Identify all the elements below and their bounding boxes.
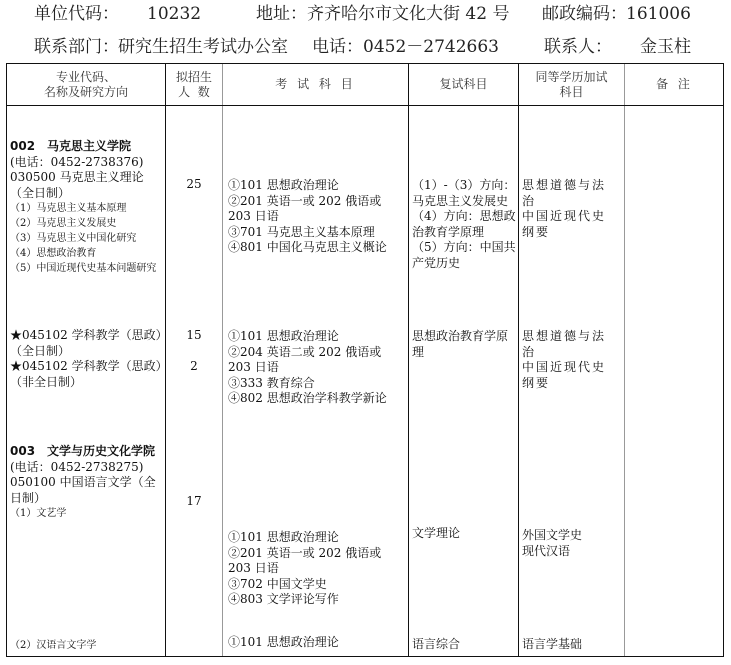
exam-subject: ④803 文学评论写作 <box>228 592 339 606</box>
major-name: 050100 中国语言文学（全日制） <box>10 475 156 505</box>
equivalent-subject: 中国近现代史纲要 <box>522 209 607 239</box>
direction-item: （3）马克思主义中国化研究 <box>10 233 137 244</box>
address: 齐齐哈尔市文化大街 42 号 <box>307 4 510 24</box>
exam-subject: ④802 思想政治学科教学新论 <box>228 391 387 405</box>
college-003-block <box>10 444 162 521</box>
retest-subjects-list <box>412 329 516 360</box>
direction-item: （5）中国近现代史基本问题研究 <box>10 263 157 274</box>
retest-subject: 文学理论 <box>412 526 461 540</box>
exam-subject: ①101 思想政治理论 <box>228 329 339 343</box>
column-divider <box>408 64 409 656</box>
column-header-exam-subjects <box>223 64 408 105</box>
retest-subject: （4）方向：思想政治教育学原理 <box>412 209 516 239</box>
direction-item: （1）文艺学 <box>10 508 67 519</box>
exam-subject: ③701 马克思主义基本原理 <box>228 224 375 239</box>
enrollment-count: 2 <box>190 359 198 373</box>
exam-subjects-list <box>228 635 404 651</box>
equivalent-subject: 现代汉语 <box>522 543 571 558</box>
retest-subjects-list <box>412 526 516 542</box>
column-header-remarks <box>625 64 724 105</box>
column-header-equivalent <box>519 64 624 105</box>
phone-label: 电话： <box>312 37 363 57</box>
unit-code-label: 单位代码： <box>34 4 119 24</box>
direction-item: （2）汉语言文字学 <box>10 640 97 651</box>
column-divider <box>624 64 625 656</box>
college-title: 002 马克思主义学院 <box>10 139 132 153</box>
header-text: 拟招生 <box>175 69 212 84</box>
retest-subject: （5）方向：中国共产党历史 <box>412 240 516 270</box>
exam-subject: ①101 思想政治理论 <box>228 635 339 649</box>
exam-subject: ②201 英语一或 202 俄语或 203 日语 <box>228 545 386 575</box>
exam-subject: ④801 中国化马克思主义概论 <box>228 240 387 254</box>
major-name: 030500 马克思主义理论（全日制） <box>10 170 144 200</box>
exam-subjects-list <box>228 178 404 256</box>
exam-subject: ②201 英语一或 202 俄语或 203 日语 <box>228 193 386 223</box>
column-divider <box>518 64 519 656</box>
equivalent-subjects-list <box>522 329 618 391</box>
address-label: 地址： <box>256 4 307 24</box>
retest-subject: （1）-（3）方向：马克思主义发展史 <box>412 178 516 208</box>
exam-subject: ①101 思想政治理论 <box>228 178 339 192</box>
equivalent-subjects-list <box>522 178 618 240</box>
direction-item: （4）思想政治教育 <box>10 248 97 259</box>
dept-label: 联系部门： <box>34 37 119 57</box>
equivalent-subject: 语言学基础 <box>522 637 583 651</box>
equivalent-subject: 中国近现代史纲要 <box>522 360 607 390</box>
column-header-enrollment <box>166 64 222 105</box>
exam-subject: ③333 教育综合 <box>228 375 315 390</box>
direction-item: （1）马克思主义基本原理 <box>10 203 127 214</box>
column-divider <box>222 64 223 656</box>
college-phone: (电话：0452-2738275) <box>10 459 144 474</box>
postal-code-label: 邮政编码： <box>542 4 627 24</box>
exam-subject: ①101 思想政治理论 <box>228 530 339 544</box>
exam-subject: ②204 英语二或 202 俄语或 203 日语 <box>228 344 386 374</box>
admissions-table <box>6 63 724 657</box>
header-text: 人 数 <box>178 84 210 99</box>
college-title: 003 文学与历史文化学院 <box>10 444 156 458</box>
enrollment-count: 17 <box>186 494 202 508</box>
college-002-block <box>10 139 162 276</box>
retest-subjects-list <box>412 178 516 271</box>
column-header-major <box>7 64 165 105</box>
retest-subject: 思想政治教育学原理 <box>412 329 509 359</box>
column-header-retest <box>409 64 518 105</box>
header-text: 复试科目 <box>439 77 488 91</box>
unit-code: 10232 <box>147 4 202 24</box>
enrollment-count: 25 <box>186 177 202 191</box>
contact-label: 联系人： <box>544 37 612 57</box>
direction-item: （2）马克思主义发展史 <box>10 218 117 229</box>
exam-subjects-list <box>228 530 404 608</box>
enrollment-count: 15 <box>186 328 202 342</box>
exam-subjects-list <box>228 329 404 407</box>
header-text: 备 注 <box>656 77 693 91</box>
header-divider <box>7 105 723 106</box>
equivalent-subject: 思想道德与法治 <box>522 329 607 359</box>
header-text: 名称及研究方向 <box>43 84 128 99</box>
dept: 研究生招生考试办公室 <box>118 37 288 57</box>
contact: 金玉柱 <box>640 37 691 57</box>
header-text: 科目 <box>559 84 584 99</box>
equivalent-subjects-list <box>522 528 618 559</box>
major-045102-block <box>10 328 162 390</box>
header-text: 同等学历加试 <box>535 69 608 84</box>
phone: 0452－2742663 <box>363 37 499 57</box>
major-name: ★045102 学科教学（思政）（非全日制） <box>10 359 162 389</box>
header-text: 专业代码、 <box>55 69 116 84</box>
exam-subject: ③702 中国文学史 <box>228 576 327 591</box>
retest-subject: 语言综合 <box>412 637 461 651</box>
header-text: 考 试 科 目 <box>275 77 356 91</box>
equivalent-subject: 外国文学史 <box>522 528 583 542</box>
major-name: ★045102 学科教学（思政）（全日制） <box>10 328 162 358</box>
equivalent-subject: 思想道德与法治 <box>522 178 607 208</box>
postal-code: 161006 <box>626 4 691 24</box>
college-phone: (电话：0452-2738376) <box>10 154 144 169</box>
